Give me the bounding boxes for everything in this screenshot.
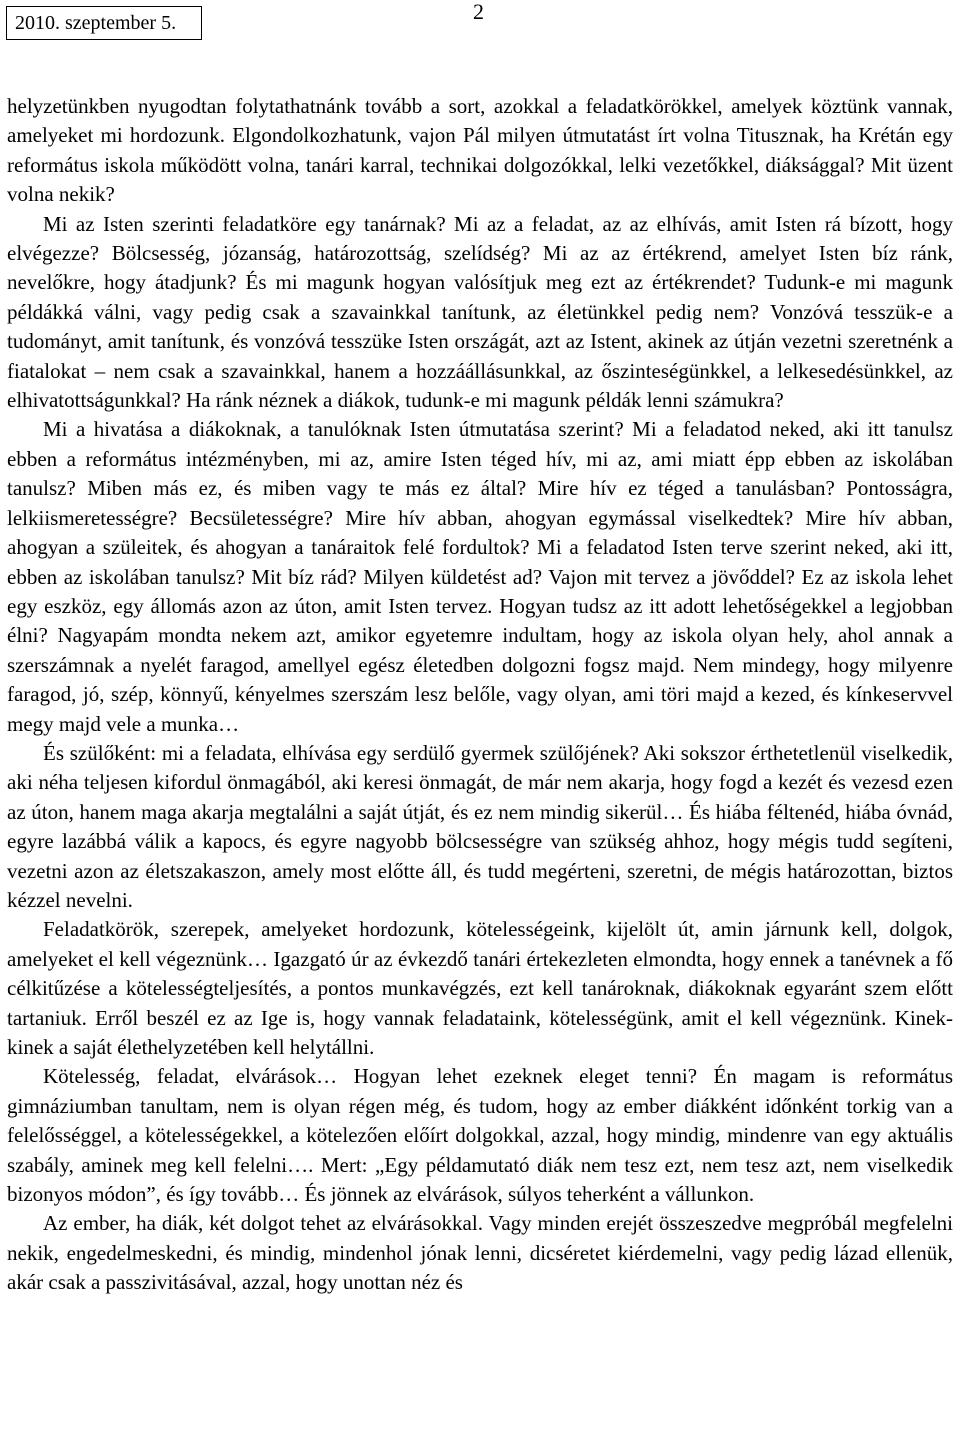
paragraph: Mi az Isten szerinti feladatköre egy tanárnak? Mi az a feladat, az az elhívás, amit Isten rá bízott, hogy elvégezze? Bölcsesség, józanság, határozottság, szelídség? Mi az az értékrend, amelyet Isten bíz ránk, nevelőkre, hogy átadjunk? És mi magunk hogyan valósítjuk meg ezt az értékrendet? Tudunk-e mi magunk példákká válni, vagy pedig csak a szavainkkal tanítunk, az életünkkel pedig nem? Vonzóvá tesszük-e a tudományt, amit tanítunk, és vonzóvá tesszüke Isten országát, azt az Istent, akinek az útján vezetni szeretnénk a fiatalokat – nem csak a szavainkkal, hanem a hozzáállásunkkal, az őszinteségünkkel, a lelkesedésünkkel, az elhivatottságunkkal? Ha ránk néznek a diákok, tudunk-e mi magunk példák lenni számukra? xyxy=(7,211,953,413)
paragraph: Mi a hivatása a diákoknak, a tanulóknak Isten útmutatása szerint? Mi a feladatod neked, aki itt tanulsz ebben a református intézményben, mi az, amire Isten téged hív, mi az, ami miatt épp ebben az iskolában tanulsz? Miben más ez, és miben vagy te más ez által? Mire hív ez téged a tanulásban? Pontosságra, lelkiismeretességre? Becsületességre? Mire hív abban, ahogyan egymással viselkedtek? Mire hív abban, ahogyan a szüleitek, és ahogyan a tanáraitok felé fordultok? Mi a feladatod Isten terve szerint neked, aki itt, ebben az iskolában tanulsz? Mit bíz rád? Milyen küldetést ad? Vajon mit tervez a jövőddel? Ez az iskola lehet egy eszköz, egy állomás azon az úton, amit Isten tervez. Hogyan tudsz az itt adott lehetőségekkel a legjobban élni? Nagyapám mondta nekem azt, amikor egyetemre indultam, hogy az iskola olyan hely, ahol annak a szerszámnak a nyelét faragod, amellyel egész életedben dolgozni fogsz majd. Nem mindegy, hogy milyenre faragod, jó, szép, könnyű, kényelmes szerszám lesz belőle, vagy olyan, ami töri majd a kezed, és kínkeservvel megy majd vele a munka… xyxy=(7,417,953,736)
header-date: 2010. szeptember 5. xyxy=(15,12,177,34)
document-body xyxy=(7,92,953,1298)
paragraph: És szülőként: mi a feladata, elhívása egy serdülő gyermek szülőjének? Aki sokszor érthetetlenül viselkedik, aki néha teljesen kifordul önmagából, aki keresi önmagát, de már nem akarja, hogy fogd a kezét és vezesd ezen az úton, hanem maga akarja megtalálni a saját útját, és ez nem mindig sikerül… És hiába féltenéd, hiába óvnád, egyre lazábbá válik a kapocs, és egyre nagyobb bölcsességre van szükség ahhoz, hogy mégis tudd segíteni, vezetni azon az életszakaszon, amely most előtte áll, és tudd megérteni, szeretni, de mégis határozottan, biztos kézzel nevelni. xyxy=(7,740,953,912)
paragraph: Kötelesség, feladat, elvárások… Hogyan lehet ezeknek eleget tenni? Én magam is református gimnáziumban tanultam, nem is olyan régen még, és tudom, hogy az ember diákként időnként torkig van a felelősséggel, a kötelességekkel, a kötelezően előírt dolgokkal, azzal, hogy mindig, mindenre van egy aktuális szabály, aminek meg kell felelni…. Mert: „Egy példamutató diák nem tesz ezt, nem tesz azt, nem viselkedik bizonyos módon”, és így tovább… És jönnek az elvárások, súlyos teherként a vállunkon. xyxy=(7,1064,953,1207)
header-date-box xyxy=(6,6,202,40)
paragraph: Az ember, ha diák, két dolgot tehet az elvárásokkal. Vagy minden erejét összeszedve megpróbál megfelelni nekik, engedelmeskedni, és mindig, mindenhol jónak lenni, dicséretet kiérdemelni, vagy pedig lázad ellenük, akár csak a passzivitásával, azzal, hogy unottan néz és xyxy=(7,1211,953,1295)
paragraph: helyzetünkben nyugodtan folytathatnánk tovább a sort, azokkal a feladatkörökkel, amelyek köztünk vannak, amelyeket mi hordozunk. Elgondolkozhatunk, vajon Pál milyen útmutatást írt volna Titusznak, ha Krétán egy református iskola működött volna, tanári karral, technikai dolgozókkal, lelki vezetőkkel, diáksággal? Mit üzent volna nekik? xyxy=(7,94,953,207)
paragraph: Feladatkörök, szerepek, amelyeket hordozunk, kötelességeink, kijelölt út, amin járnunk kell, dolgok, amelyeket el kell végeznünk… Igazgató úr az évkezdő tanári értekezleten elmondta, hogy ennek a tanévnek a fő célkitűzése a kötelességteljesítés, a pontos munkavégzés, ezt kell tanároknak, diákoknak egyaránt szem előtt tartaniuk. Erről beszél ez az Ige is, hogy vannak feladataink, kötelességünk, amit el kell végeznünk. Kinek-kinek a saját élethelyzetében kell helytállni. xyxy=(7,917,953,1059)
page-number: 2 xyxy=(473,0,484,24)
